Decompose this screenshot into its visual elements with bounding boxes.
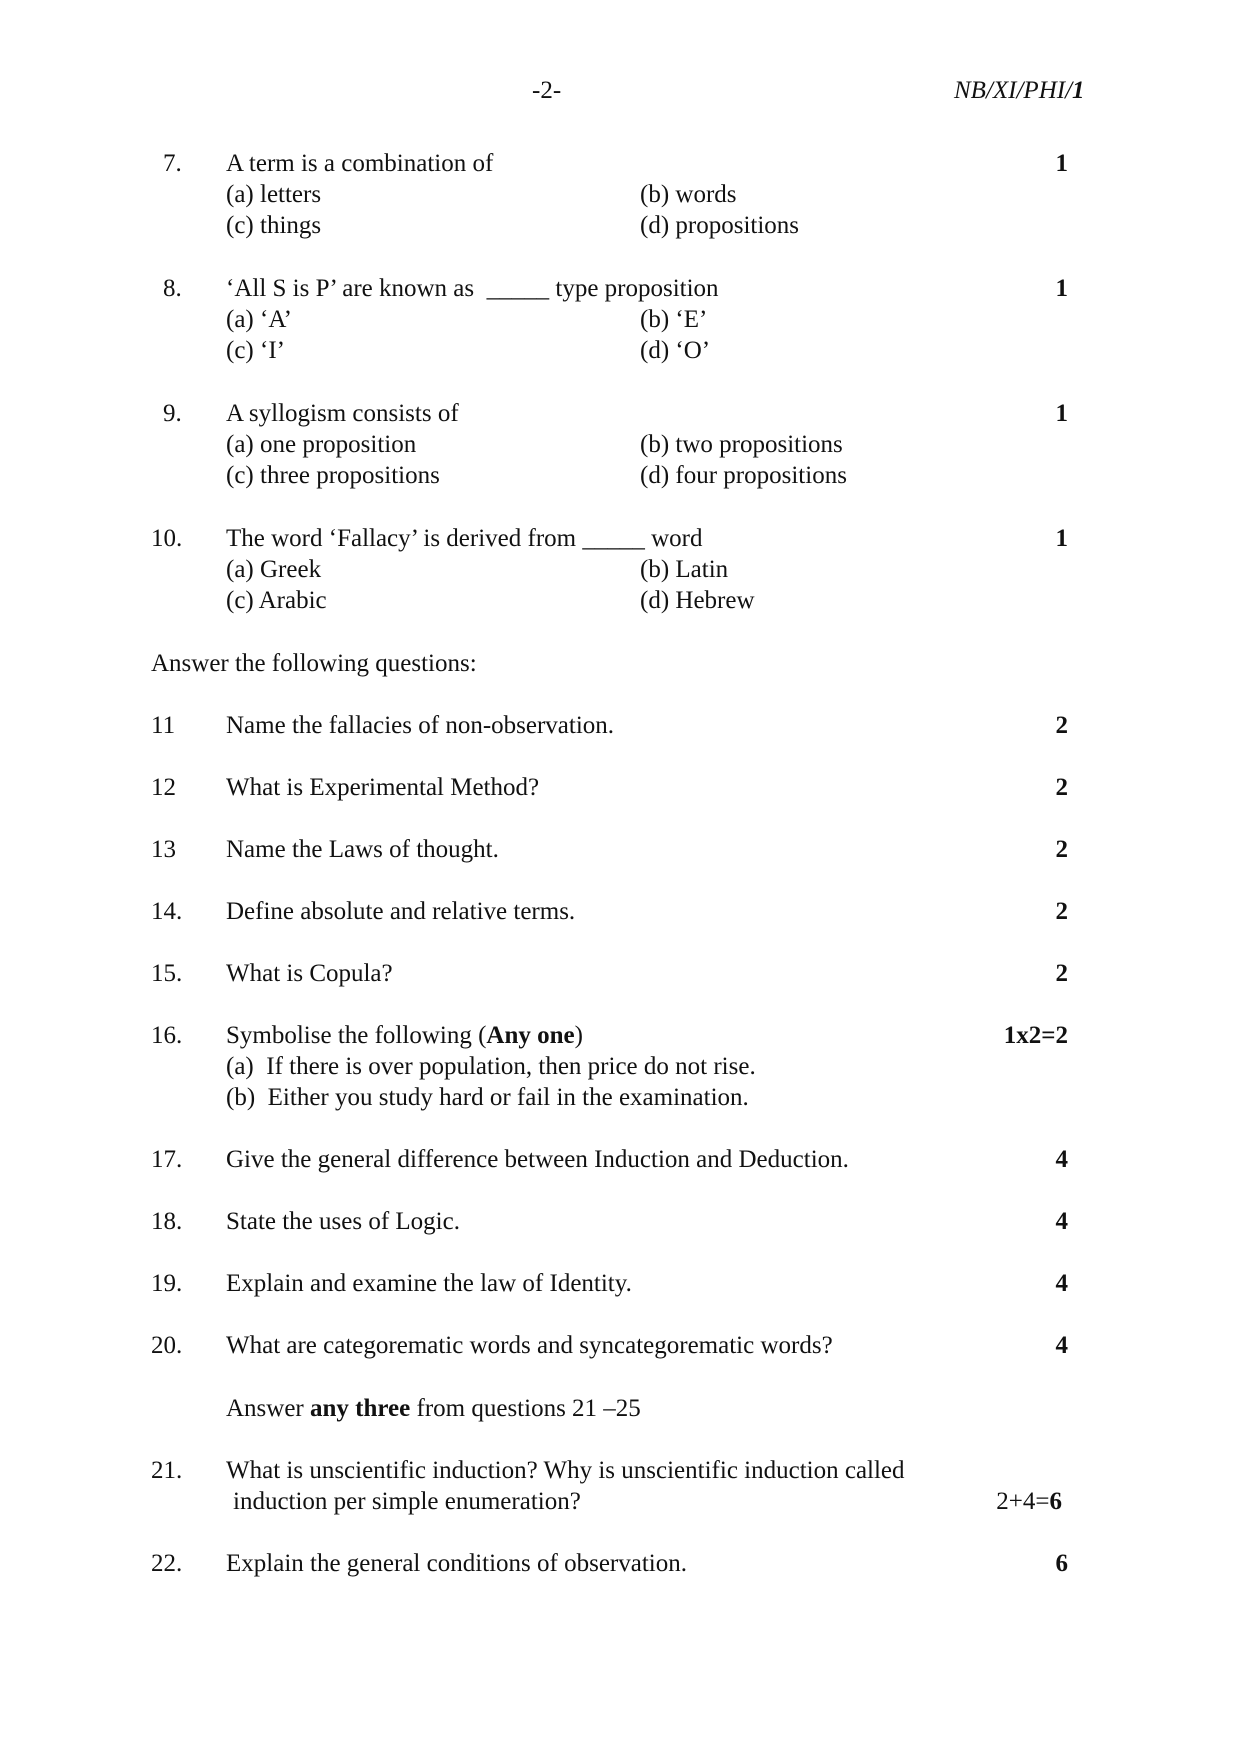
question-text: Name the Laws of thought. bbox=[226, 836, 499, 863]
question-marks: 1 bbox=[1055, 525, 1068, 552]
option-b: (b) Either you study hard or fail in the examination. bbox=[226, 1084, 749, 1111]
question-marks: 2 bbox=[1055, 774, 1068, 801]
question-marks: 6 bbox=[1055, 1550, 1068, 1577]
question-text: What is Experimental Method? bbox=[226, 774, 540, 801]
question-number: 7. bbox=[163, 150, 182, 177]
question-number: 13 bbox=[151, 836, 176, 863]
paper-code-prefix: NB/XI/PHI/ bbox=[954, 77, 1073, 104]
question-number: 10. bbox=[151, 525, 183, 552]
question-marks: 2 bbox=[1055, 712, 1068, 739]
question-marks: 4 bbox=[1055, 1146, 1068, 1173]
section-instruction: Answer the following questions: bbox=[151, 650, 477, 677]
question-text: ‘All S is P’ are known as _____ type proposition bbox=[226, 275, 719, 302]
question-marks: 2 bbox=[1055, 836, 1068, 863]
option-a: (a) letters bbox=[226, 181, 322, 208]
question-marks: 1 bbox=[1055, 150, 1068, 177]
choice-instruction-pre: Answer bbox=[226, 1395, 311, 1422]
question-text-post: ) bbox=[574, 1022, 583, 1049]
question-number: 16. bbox=[151, 1022, 183, 1049]
question-text: State the uses of Logic. bbox=[226, 1208, 460, 1235]
question-text: Define absolute and relative terms. bbox=[226, 898, 576, 925]
question-marks-total: 6 bbox=[1049, 1488, 1062, 1515]
question-text-line2: induction per simple enumeration? bbox=[233, 1488, 581, 1515]
question-number: 20. bbox=[151, 1332, 183, 1359]
question-number: 11 bbox=[151, 712, 176, 739]
question-text: Explain and examine the law of Identity. bbox=[226, 1270, 632, 1297]
option-c: (c) Arabic bbox=[226, 587, 327, 614]
question-marks: 1x2=2 bbox=[1003, 1022, 1068, 1049]
option-a: (a) one proposition bbox=[226, 431, 417, 458]
question-text bbox=[226, 1020, 583, 1051]
paper-code bbox=[954, 75, 1085, 106]
choice-instruction-post: from questions 21 –25 bbox=[410, 1395, 641, 1422]
option-d: (d) Hebrew bbox=[640, 587, 755, 614]
question-marks: 2 bbox=[1055, 960, 1068, 987]
question-number: 12 bbox=[151, 774, 176, 801]
option-d: (d) four propositions bbox=[640, 462, 847, 489]
question-text: A term is a combination of bbox=[226, 150, 494, 177]
question-text: Give the general difference between Induction and Deduction. bbox=[226, 1146, 849, 1173]
question-number: 9. bbox=[163, 400, 182, 427]
question-text: A syllogism consists of bbox=[226, 400, 459, 427]
option-a: (a) Greek bbox=[226, 556, 322, 583]
question-marks: 4 bbox=[1055, 1270, 1068, 1297]
option-b: (b) words bbox=[640, 181, 737, 208]
option-d: (d) ‘O’ bbox=[640, 337, 711, 364]
question-marks: 1 bbox=[1055, 400, 1068, 427]
option-b: (b) two propositions bbox=[640, 431, 843, 458]
question-number: 19. bbox=[151, 1270, 183, 1297]
question-text: Explain the general conditions of observation. bbox=[226, 1550, 687, 1577]
question-text: The word ‘Fallacy’ is derived from _____ word bbox=[226, 525, 703, 552]
question-number: 21. bbox=[151, 1457, 183, 1484]
paper-code-suffix: 1 bbox=[1072, 77, 1085, 104]
option-b: (b) Latin bbox=[640, 556, 729, 583]
page-number: -2- bbox=[532, 77, 562, 104]
question-number: 14. bbox=[151, 898, 183, 925]
question-number: 18. bbox=[151, 1208, 183, 1235]
choice-instruction-bold: any three bbox=[310, 1395, 411, 1422]
option-a: (a) If there is over population, then price do not rise. bbox=[226, 1053, 756, 1080]
question-number: 8. bbox=[163, 275, 182, 302]
question-marks: 4 bbox=[1055, 1332, 1068, 1359]
option-c: (c) ‘I’ bbox=[226, 337, 285, 364]
question-marks: 1 bbox=[1055, 275, 1068, 302]
question-text-pre: Symbolise the following ( bbox=[226, 1022, 487, 1049]
option-d: (d) propositions bbox=[640, 212, 800, 239]
question-number: 22. bbox=[151, 1550, 183, 1577]
option-c: (c) things bbox=[226, 212, 322, 239]
choice-instruction bbox=[226, 1393, 641, 1424]
option-c: (c) three propositions bbox=[226, 462, 440, 489]
question-marks-pre: 2+4= bbox=[996, 1488, 1050, 1515]
question-text: What is Copula? bbox=[226, 960, 393, 987]
question-text: Name the fallacies of non-observation. bbox=[226, 712, 615, 739]
question-number: 15. bbox=[151, 960, 183, 987]
question-text-bold: Any one bbox=[486, 1022, 575, 1049]
option-a: (a) ‘A’ bbox=[226, 306, 292, 333]
question-marks: 2 bbox=[1055, 898, 1068, 925]
question-text-line1: What is unscientific induction? Why is unscientific induction called bbox=[226, 1457, 905, 1484]
option-b: (b) ‘E’ bbox=[640, 306, 708, 333]
question-marks bbox=[996, 1486, 1062, 1517]
question-number: 17. bbox=[151, 1146, 183, 1173]
question-marks: 4 bbox=[1055, 1208, 1068, 1235]
question-text: What are categorematic words and syncategorematic words? bbox=[226, 1332, 833, 1359]
